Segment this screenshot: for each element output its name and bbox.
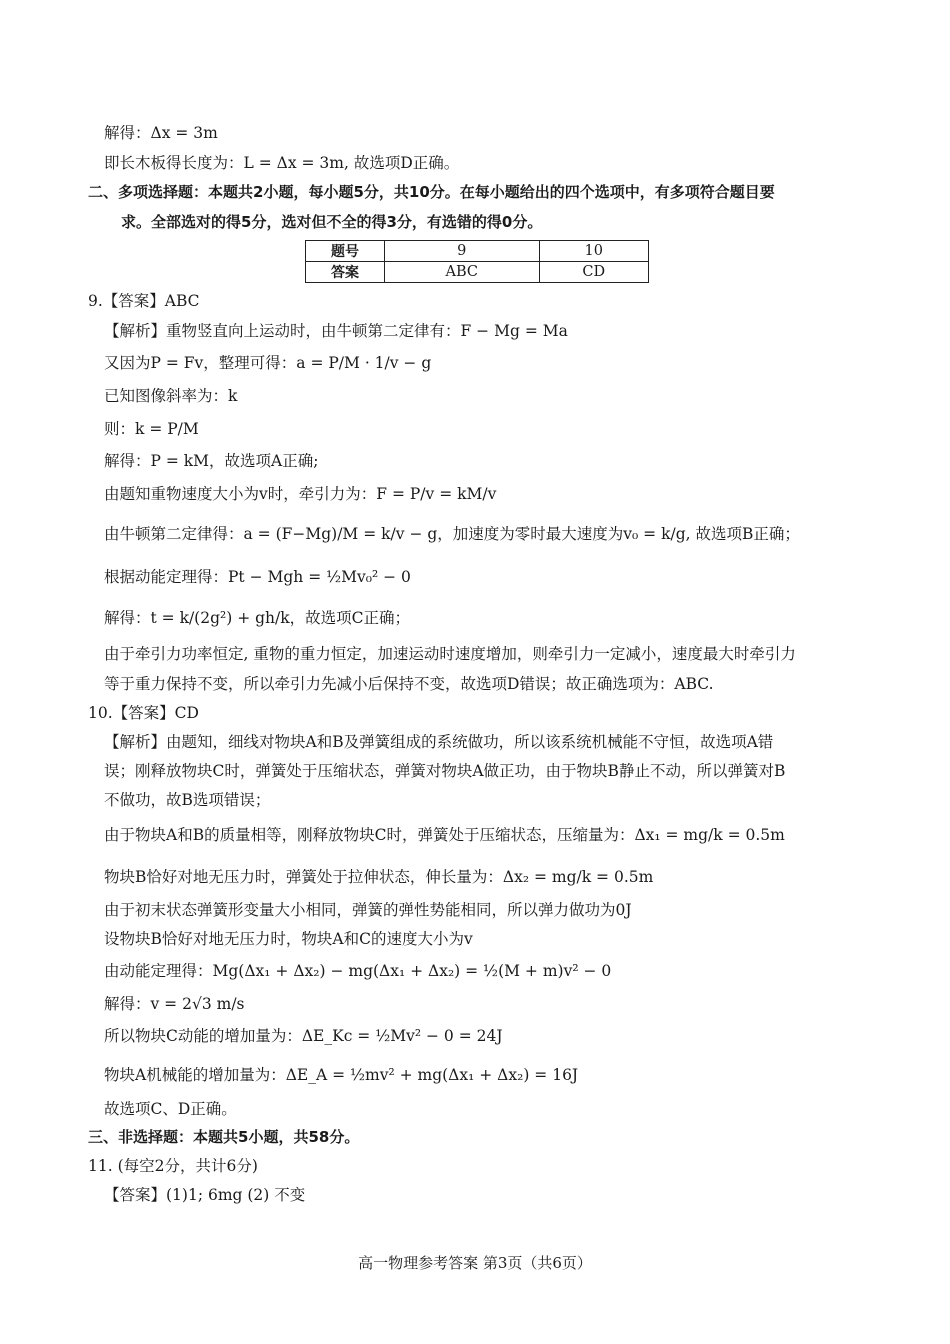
text-line: 解得：v = 2√3 m/s bbox=[104, 995, 245, 1013]
text-line: 故选项C、D正确。 bbox=[104, 1100, 237, 1118]
table-row bbox=[306, 241, 649, 262]
text-line: 解得：t = k/(2g²) + gh/k，故选项C正确； bbox=[104, 609, 410, 627]
answer-table bbox=[305, 240, 649, 283]
text-line: 10.【答案】CD bbox=[88, 704, 199, 722]
table-cell: 10 bbox=[539, 241, 648, 262]
table-cell: ABC bbox=[385, 262, 540, 283]
table-header-question: 题号 bbox=[306, 241, 385, 262]
text-line: 物块B恰好对地无压力时，弹簧处于拉伸状态，伸长量为：Δx₂ = mg/k = 0.5m bbox=[104, 868, 654, 886]
text-line: 由题知重物速度大小为v时，牵引力为：F = P/v = kM/v bbox=[104, 485, 497, 503]
text-line: 【答案】(1)1; 6mg (2) 不变 bbox=[104, 1186, 306, 1204]
text-line: 由于牵引力功率恒定, 重物的重力恒定，加速运动时速度增加，则牵引力一定减小，速度最大时牵引力 bbox=[104, 645, 796, 663]
table-header-answer: 答案 bbox=[306, 262, 385, 283]
text-line: 所以物块C动能的增加量为：ΔE_Kc = ½Mv² − 0 = 24J bbox=[104, 1027, 503, 1045]
text-line: 11. (每空2分，共计6分) bbox=[88, 1157, 258, 1175]
text-line: 则：k = P/M bbox=[104, 420, 199, 438]
text-line: 二、多项选择题：本题共2小题，每小题5分，共10分。在每小题给出的四个选项中，有多项符合题目要 bbox=[88, 183, 775, 201]
text-line: 误；刚释放物块C时，弹簧处于压缩状态，弹簧对物块A做正功，由于物块B静止不动，所以弹簧对B bbox=[104, 762, 786, 780]
text-line: 由动能定理得：Mg(Δx₁ + Δx₂) − mg(Δx₁ + Δx₂) = ½(M + m)v² − 0 bbox=[104, 962, 612, 980]
table-row bbox=[306, 262, 649, 283]
text-line: 又因为P = Fv，整理可得：a = P/M · 1/v − g bbox=[104, 354, 432, 372]
text-line: 等于重力保持不变，所以牵引力先减小后保持不变，故选项D错误；故正确选项为：ABC. bbox=[104, 675, 714, 693]
text-line: 【解析】由题知，细线对物块A和B及弹簧组成的系统做功，所以该系统机械能不守恒，故选项A错 bbox=[104, 733, 774, 751]
text-line: 设物块B恰好对地无压力时，物块A和C的速度大小为v bbox=[104, 930, 473, 948]
text-line: 即长木板得长度为：L = Δx = 3m, 故选项D正确。 bbox=[104, 154, 460, 172]
text-line: 求。全部选对的得5分，选对但不全的得3分，有选错的得0分。 bbox=[121, 213, 543, 231]
table-cell: 9 bbox=[385, 241, 540, 262]
text-line: 【解析】重物竖直向上运动时，由牛顿第二定律有：F − Mg = Ma bbox=[104, 322, 568, 340]
text-line: 已知图像斜率为：k bbox=[104, 387, 238, 405]
table-cell: CD bbox=[539, 262, 648, 283]
page-footer: 高一物理参考答案 第3页（共6页） bbox=[358, 1254, 592, 1272]
text-line: 三、非选择题：本题共5小题，共58分。 bbox=[88, 1128, 360, 1146]
text-line: 解得：Δx = 3m bbox=[104, 124, 218, 142]
text-line: 物块A机械能的增加量为：ΔE_A = ½mv² + mg(Δx₁ + Δx₂) = 16J bbox=[104, 1066, 579, 1084]
text-line: 根据动能定理得：Pt − Mgh = ½Mv₀² − 0 bbox=[104, 568, 411, 586]
text-line: 由于物块A和B的质量相等，刚释放物块C时，弹簧处于压缩状态，压缩量为：Δx₁ = mg/k = 0.5m bbox=[104, 826, 785, 844]
text-line: 解得：P = kM，故选项A正确; bbox=[104, 452, 319, 470]
text-line: 9.【答案】ABC bbox=[88, 292, 200, 310]
text-line: 由于初末状态弹簧形变量大小相同，弹簧的弹性势能相同，所以弹力做功为0J bbox=[104, 901, 632, 919]
text-line: 由牛顿第二定律得：a = (F−Mg)/M = k/v − g，加速度为零时最大速度为v₀ = k/g, 故选项B正确； bbox=[104, 525, 800, 543]
text-line: 不做功，故B选项错误； bbox=[104, 791, 271, 809]
